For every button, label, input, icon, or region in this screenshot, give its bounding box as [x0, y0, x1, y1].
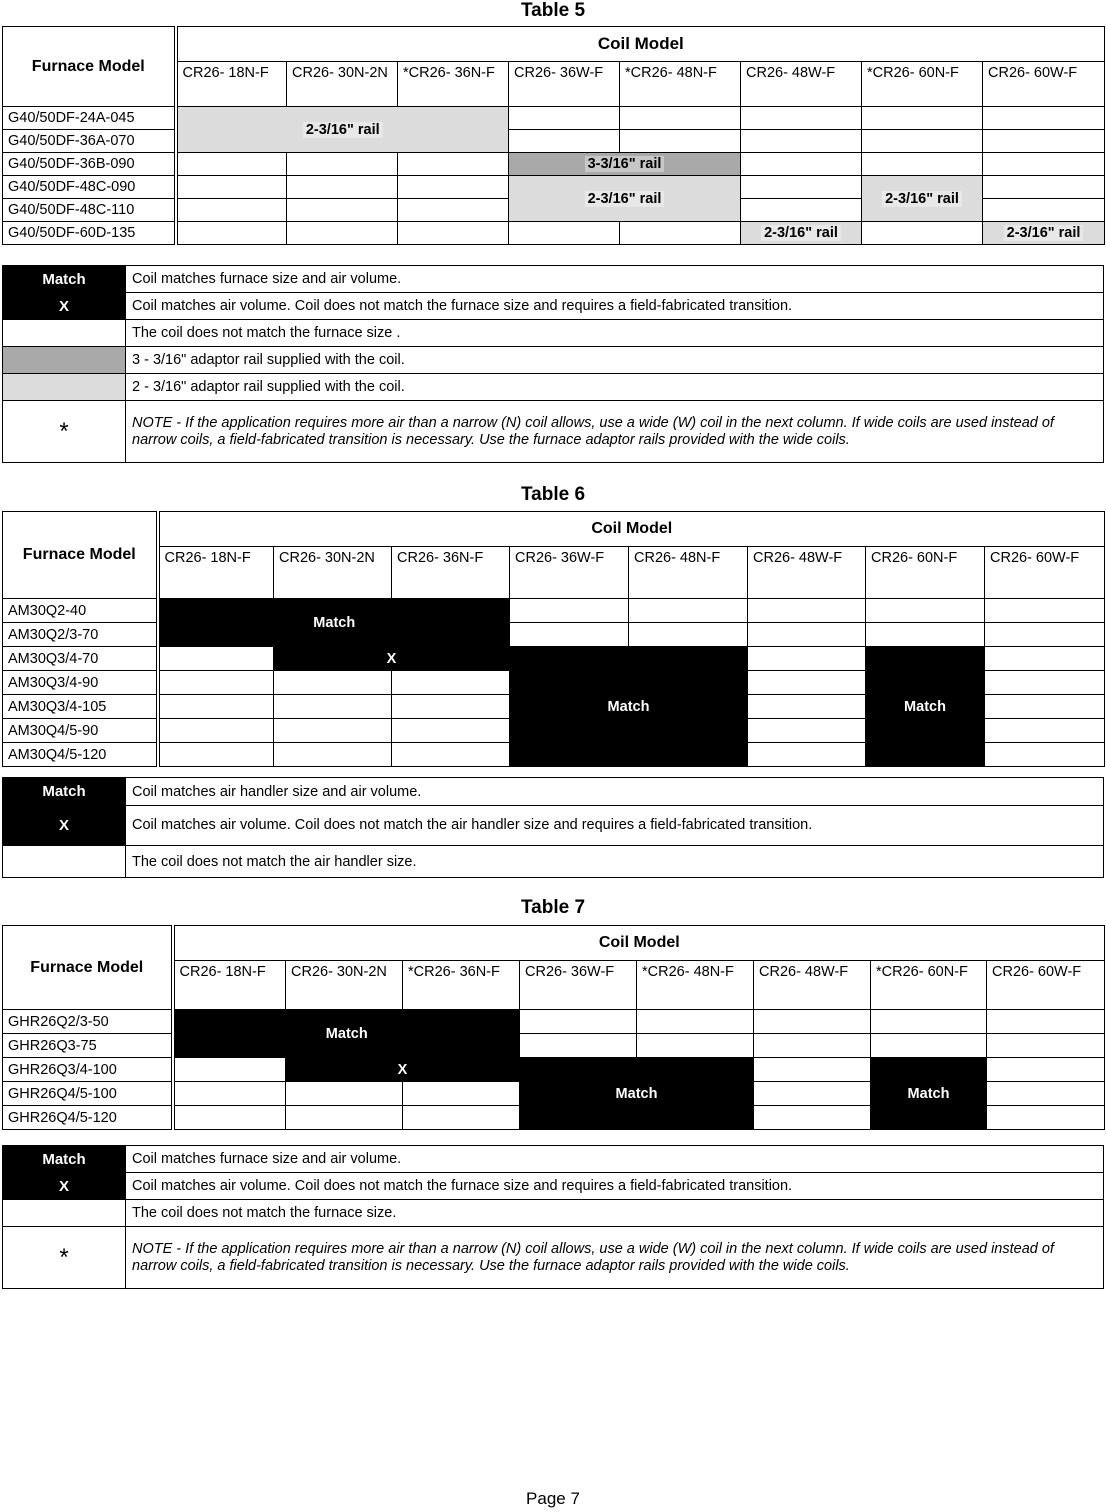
legend-text: Coil matches air volume. Coil does not match the furnace size and requires a field-fabricated transition. [126, 293, 1104, 320]
table6-grid [2, 511, 1105, 767]
table5-legend [2, 265, 1104, 463]
legend-text: Coil matches air volume. Coil does not match the furnace size and requires a field-fabricated transition. [126, 1173, 1104, 1200]
furnace-row-label: G40/50DF-48C-110 [3, 199, 176, 222]
coil-column-header: *CR26- 36N-F [403, 961, 520, 1010]
rail-2316-cell: 2-3/16" rail [983, 222, 1105, 245]
coil-column-header: *CR26- 60N-F [862, 62, 983, 107]
furnace-row-label: GHR26Q4/5-100 [3, 1082, 173, 1106]
coil-column-header: CR26- 36W-F [509, 62, 620, 107]
x-cell: X [274, 647, 510, 671]
furnace-row-label: GHR26Q3/4-100 [3, 1058, 173, 1082]
coil-column-header: *CR26- 48N-F [620, 62, 741, 107]
legend-swatch-x: X [3, 806, 126, 846]
coil-column-header: CR26- 30N-2N [274, 547, 392, 599]
furnace-row-label: AM30Q3/4-90 [3, 671, 158, 695]
table7-grid [2, 925, 1105, 1130]
furnace-row-label: G40/50DF-24A-045 [3, 107, 176, 130]
furnace-row-label: G40/50DF-36A-070 [3, 130, 176, 153]
legend-text: The coil does not match the furnace size . [126, 320, 1104, 347]
furnace-model-header: Furnace Model [3, 27, 176, 107]
legend-swatch-blank [3, 846, 126, 878]
legend-text: 3 - 3/16" adaptor rail supplied with the coil. [126, 347, 1104, 374]
coil-column-header: CR26- 18N-F [173, 961, 286, 1010]
legend-text: 2 - 3/16" adaptor rail supplied with the coil. [126, 374, 1104, 401]
furnace-row-label: AM30Q2/3-70 [3, 623, 158, 647]
furnace-row-label: GHR26Q2/3-50 [3, 1010, 173, 1034]
coil-model-header: Coil Model [173, 926, 1105, 961]
table5-grid [2, 26, 1105, 245]
rail-2316-cell: 2-3/16" rail [862, 176, 983, 222]
coil-column-header: *CR26- 36N-F [398, 62, 509, 107]
coil-column-header: CR26- 60W-F [987, 961, 1105, 1010]
furnace-row-label: G40/50DF-60D-135 [3, 222, 176, 245]
legend-swatch-x: X [3, 1173, 126, 1200]
coil-column-header: CR26- 36W-F [520, 961, 637, 1010]
coil-model-header: Coil Model [176, 27, 1105, 62]
rail-2316-cell: 2-3/16" rail [509, 176, 741, 222]
coil-column-header: CR26- 48W-F [754, 961, 871, 1010]
match-cell: Match [520, 1058, 754, 1130]
legend-swatch-match: Match [3, 1146, 126, 1173]
coil-column-header: *CR26- 60N-F [871, 961, 987, 1010]
legend-text: Coil matches air volume. Coil does not match the air handler size and requires a field-fabricated transition. [126, 806, 1104, 846]
furnace-model-header: Furnace Model [3, 926, 173, 1010]
page-number: Page 7 [526, 1489, 580, 1508]
legend-swatch-match: Match [3, 266, 126, 293]
coil-column-header: CR26- 30N-2N [286, 961, 403, 1010]
legend-swatch-blank [3, 320, 126, 347]
coil-model-header: Coil Model [158, 512, 1105, 547]
furnace-row-label: AM30Q3/4-70 [3, 647, 158, 671]
coil-column-header: CR26- 18N-F [176, 62, 287, 107]
furnace-row-label: AM30Q2-40 [3, 599, 158, 623]
rail-2316-cell: 2-3/16" rail [741, 222, 862, 245]
coil-column-header: CR26- 48W-F [748, 547, 866, 599]
legend-swatch-match: Match [3, 778, 126, 806]
legend-text: Coil matches air handler size and air volume. [126, 778, 1104, 806]
legend-note: NOTE - If the application requires more air than a narrow (N) coil allows, use a wide (W) coil in the next column. If wide coils are used instead of narrow coils, a field-fabricated transition is necessary. Use the furnace adaptor rails provided with the wide coils. [126, 401, 1104, 463]
match-cell: Match [871, 1058, 987, 1130]
legend-text: The coil does not match the furnace size. [126, 1200, 1104, 1227]
legend-swatch-asterisk: * [3, 1227, 126, 1289]
table7-legend [2, 1145, 1104, 1289]
legend-text: Coil matches furnace size and air volume. [126, 1146, 1104, 1173]
coil-column-header: CR26- 36N-F [392, 547, 510, 599]
table7-title: Table 7 [520, 897, 586, 918]
coil-column-header: CR26- 60W-F [985, 547, 1105, 599]
furnace-row-label: AM30Q4/5-120 [3, 743, 158, 767]
legend-swatch-x: X [3, 293, 126, 320]
legend-swatch-3316 [3, 347, 126, 374]
coil-column-header: CR26- 60W-F [983, 62, 1105, 107]
match-cell: Match [158, 599, 510, 647]
coil-column-header: CR26- 18N-F [158, 547, 274, 599]
legend-swatch-blank [3, 1200, 126, 1227]
match-cell: Match [510, 647, 748, 767]
coil-column-header: CR26- 30N-2N [287, 62, 398, 107]
furnace-row-label: AM30Q3/4-105 [3, 695, 158, 719]
coil-column-header: CR26- 60N-F [866, 547, 985, 599]
table6-legend [2, 777, 1104, 878]
match-cell: Match [866, 647, 985, 767]
furnace-row-label: G40/50DF-36B-090 [3, 153, 176, 176]
legend-text: Coil matches furnace size and air volume. [126, 266, 1104, 293]
furnace-row-label: G40/50DF-48C-090 [3, 176, 176, 199]
legend-swatch-2316 [3, 374, 126, 401]
coil-column-header: *CR26- 48N-F [637, 961, 754, 1010]
rail-3316-cell: 3-3/16" rail [509, 153, 741, 176]
furnace-model-header: Furnace Model [3, 512, 158, 599]
match-cell: Match [173, 1010, 520, 1058]
rail-2316-cell: 2-3/16" rail [176, 107, 509, 153]
furnace-row-label: GHR26Q3-75 [3, 1034, 173, 1058]
legend-swatch-asterisk: * [3, 401, 126, 463]
table5-title: Table 5 [520, 0, 586, 21]
x-cell: X [286, 1058, 520, 1082]
coil-column-header: CR26- 48N-F [629, 547, 748, 599]
coil-column-header: CR26- 48W-F [741, 62, 862, 107]
table6-title: Table 6 [520, 484, 586, 505]
furnace-row-label: GHR26Q4/5-120 [3, 1106, 173, 1130]
furnace-row-label: AM30Q4/5-90 [3, 719, 158, 743]
legend-note: NOTE - If the application requires more air than a narrow (N) coil allows, use a wide (W) coil in the next column. If wide coils are used instead of narrow coils, a field-fabricated transition is necessary. Use the furnace adaptor rails provided with the wide coils. [126, 1227, 1104, 1289]
legend-text: The coil does not match the air handler size. [126, 846, 1104, 878]
coil-column-header: CR26- 36W-F [510, 547, 629, 599]
